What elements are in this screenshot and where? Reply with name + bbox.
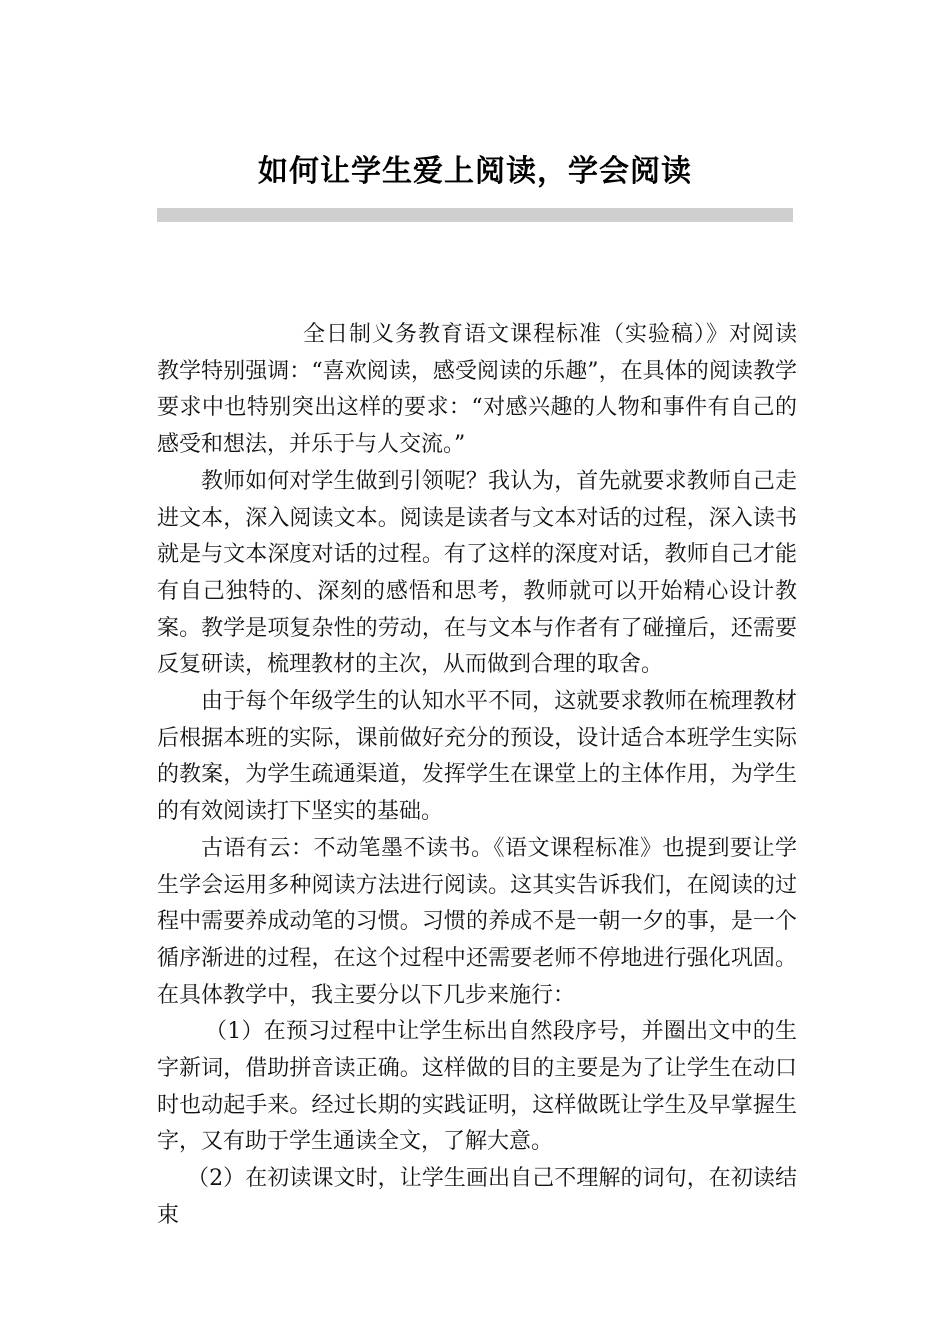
paragraph-1: 全日制义务教育语文课程标准（实验稿）》对阅读教学特别强调：“喜欢阅读，感受阅读的乐趣”，在具体的阅读教学要求中也特别突出这样的要求：“对感兴趣的人物和事件有自己的感受和想法，并乐于与人交流。” (157, 322, 797, 458)
paragraph-3: 由于每个年级学生的认知水平不同，这就要求教师在梳理教材后根据本班的实际，课前做好充分的预设，设计适合本班学生实际的教案，为学生疏通渠道，发挥学生在课堂上的主体作用，为学生的有效阅读打下坚实的基础。 (157, 689, 797, 825)
list-item-1: （1）在预习过程中让学生标出自然段序号，并圈出文中的生字新词，借助拼音读正确。这样做的目的主要是为了让学生在动口时也动起手来。经过长期的实践证明，这样做既让学生及早掌握生字，又有助于学生通读全文，了解大意。 (157, 1019, 797, 1155)
document-body (157, 317, 797, 1235)
document-title: 如何让学生爱上阅读，学会阅读 (258, 154, 692, 189)
list-item-2: （2）在初读课文时，让学生画出自己不理解的词句，在初读结束 (157, 1166, 797, 1228)
paragraph-2: 教师如何对学生做到引领呢？我认为，首先就要求教师自己走进文本，深入阅读文本。阅读是读者与文本对话的过程，深入读书就是与文本深度对话的过程。有了这样的深度对话，教师自己才能有自己独特的、深刻的感悟和思考，教师就可以开始精心设计教案。教学是项复杂性的劳动，在与文本与作者有了碰撞后，还需要反复研读，梳理教材的主次，从而做到合理的取舍。 (157, 468, 797, 678)
paragraph-4: 古语有云：不动笔墨不读书。《语文课程标准》也提到要让学生学会运用多种阅读方法进行阅读。这其实告诉我们，在阅读的过程中需要养成动笔的习惯。习惯的养成不是一朝一夕的事，是一个循序渐进的过程，在这个过程中还需要老师不停地进行强化巩固。在具体教学中，我主要分以下几步来施行： (157, 835, 797, 1008)
title-divider (157, 208, 793, 222)
